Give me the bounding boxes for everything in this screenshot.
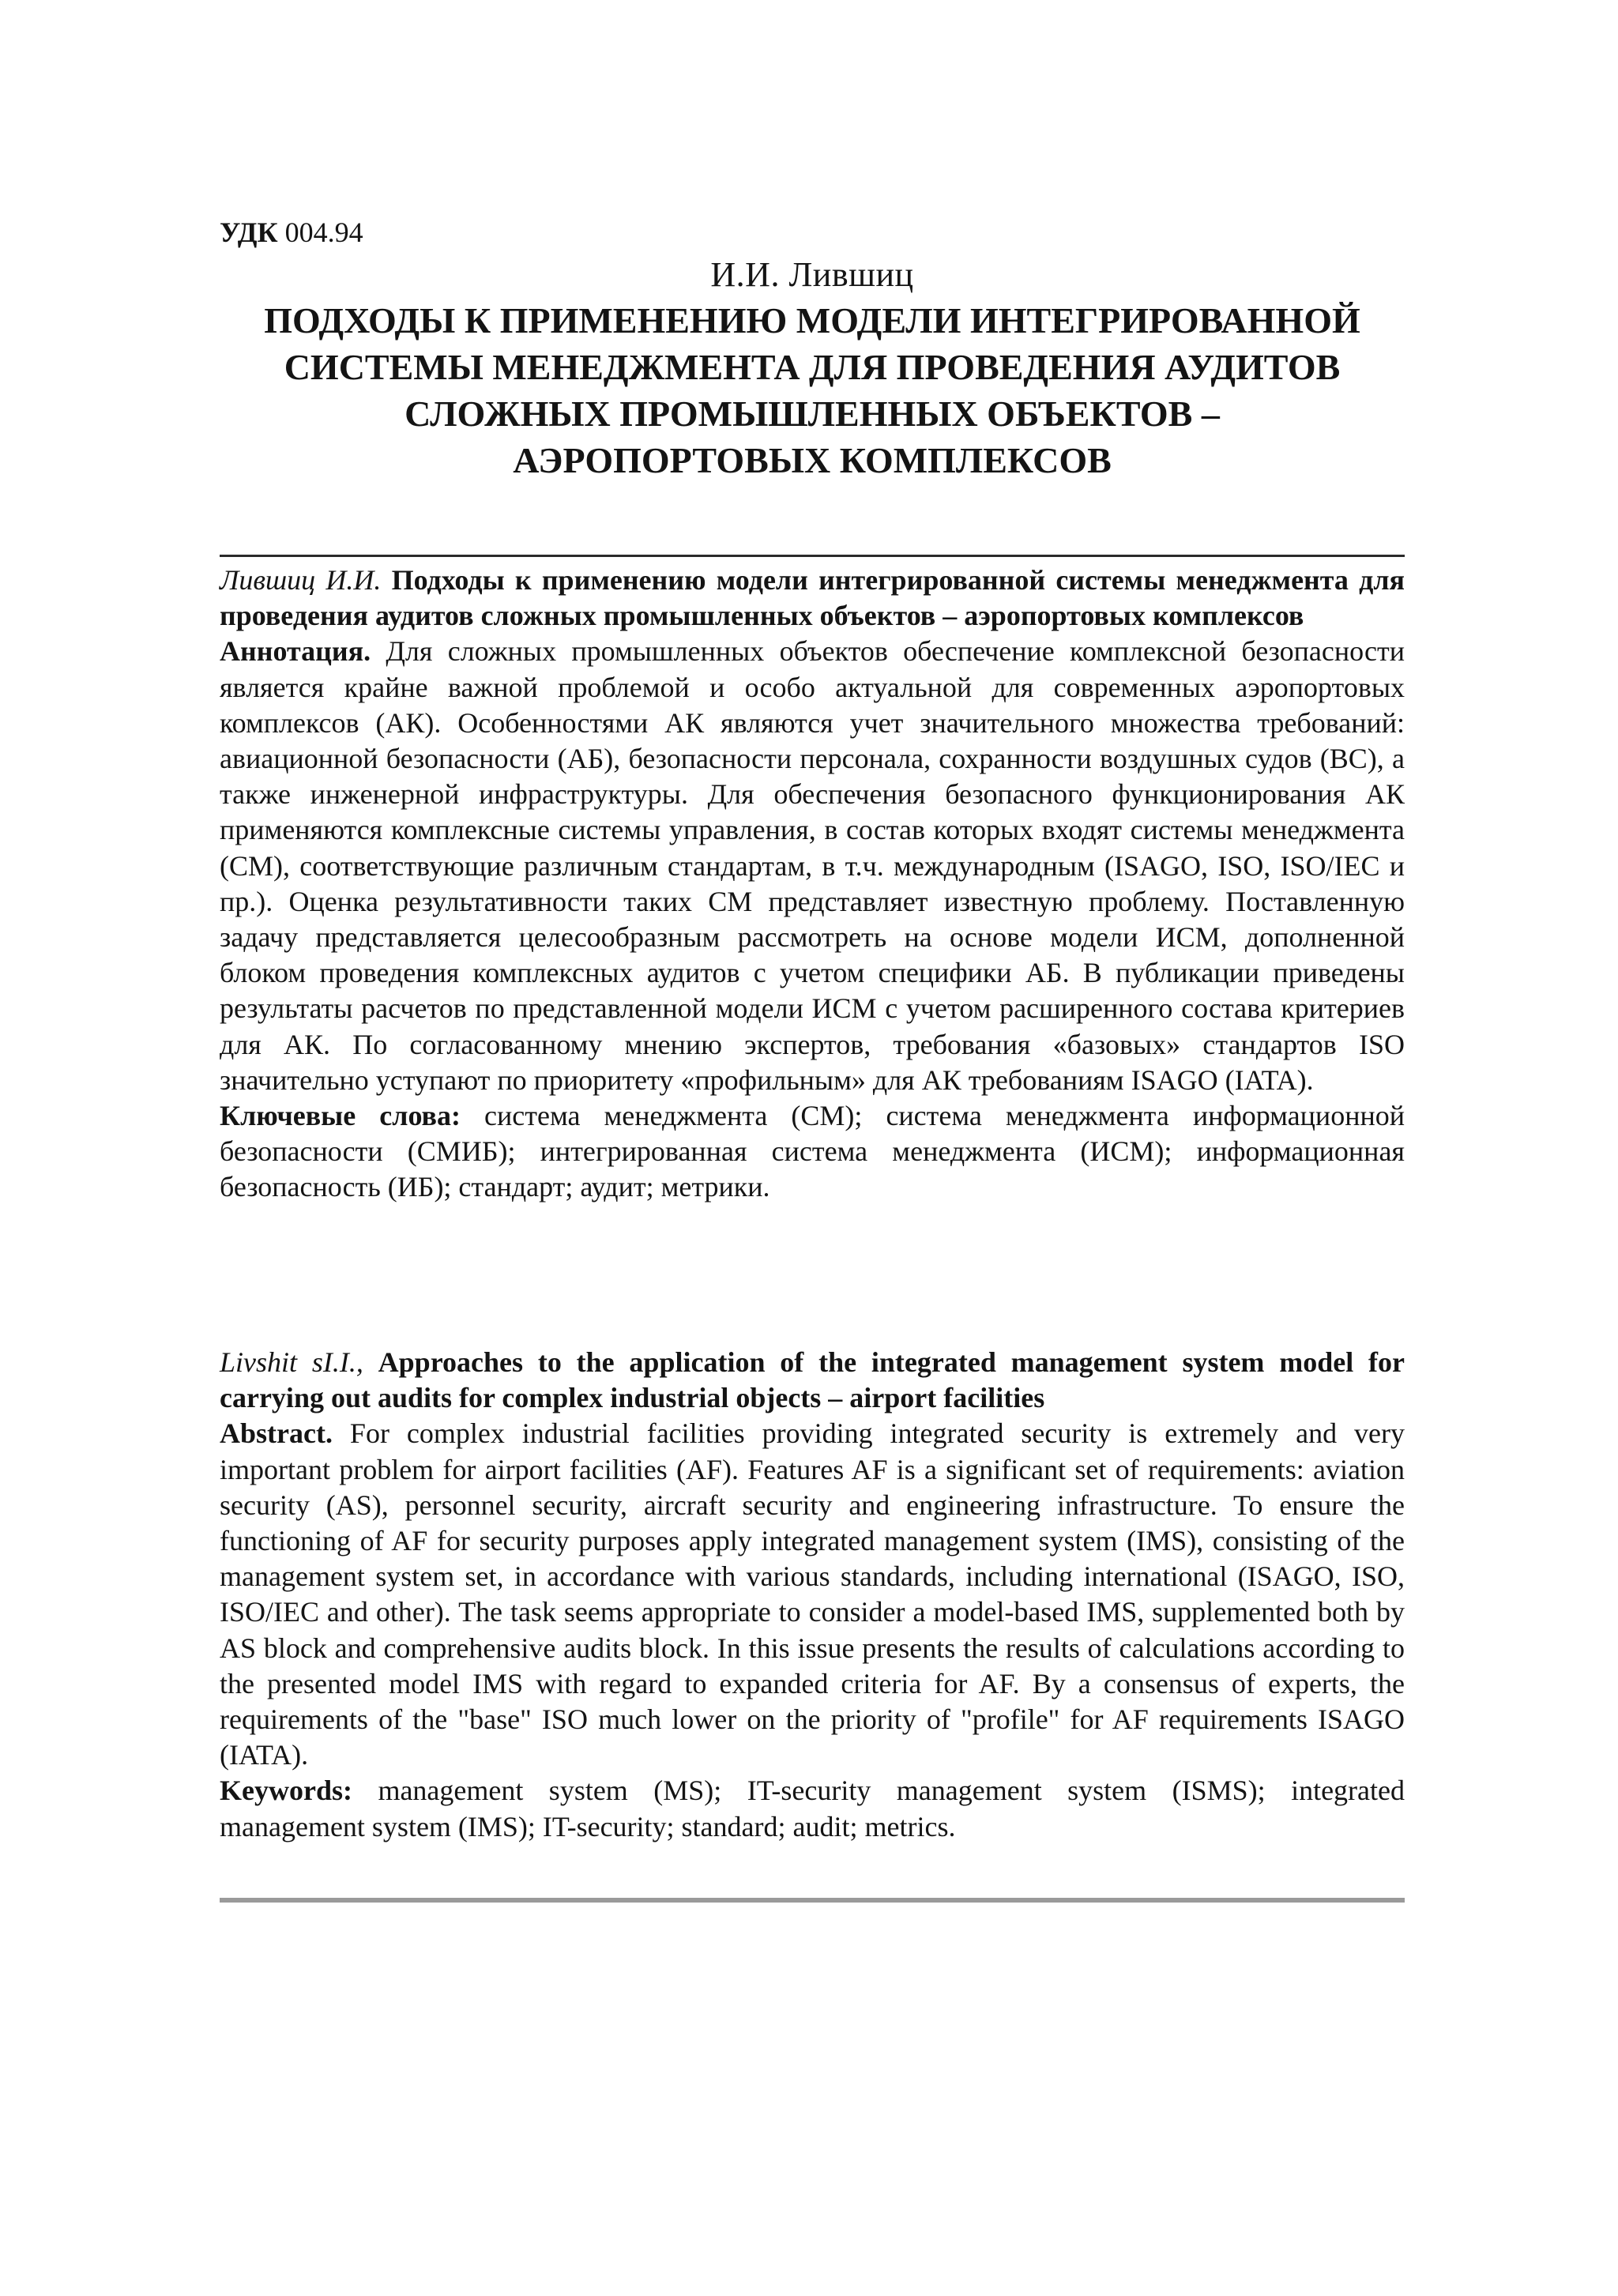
author-name: И.И. Лившиц: [710, 255, 914, 294]
en-cite-author: Livshit sI.I.,: [220, 1346, 363, 1378]
ru-keywords: [220, 1098, 1405, 1206]
en-abstract-text: For complex industrial facilities providing integrated security is extremely and very important problem for airport facilities (AF). Features AF is a significant set of requirements: aviation security (AS), personnel security, aircraft security and engineering infrastructure. To ensure the functioning of AF for security purposes apply integrated management system (IMS), consisting of the management system set, in accordance with various standards, including international (ISAGO, ISO, ISO/IEC and other). The task seems appropriate to consider a model-based IMS, supplemented both by AS block and comprehensive audits block. In this issue presents the results of calculations according to the presented model IMS with regard to expanded criteria for AF. By a consensus of experts, the requirements of the "base" ISO much lower on the priority of "profile" for AF requirements ISAGO (IATA).: [220, 1417, 1405, 1771]
russian-abstract-block: [220, 563, 1405, 1206]
en-citation: [220, 1345, 1405, 1416]
en-keywords-text: management system (MS); IT-security management system (ISMS); integrated management system (IMS); IT-security; standard; audit; metrics.: [220, 1775, 1405, 1842]
title-line: СЛОЖНЫХ ПРОМЫШЛЕННЫХ ОБЪЕКТОВ –: [404, 393, 1220, 434]
udk-label: УДК: [220, 216, 278, 248]
ru-keywords-text: система менеджмента (СМ); система менеджмента информационной безопасности (СМИБ); интегрированная система менеджмента (ИСМ); информационная безопасность (ИБ); стандарт; аудит; метрики.: [220, 1100, 1405, 1203]
ru-citation: [220, 563, 1405, 634]
top-divider: [220, 555, 1405, 557]
ru-cite-title: Подходы к применению модели интегрированной системы менеджмента для проведения аудитов сложных промышленных объектов – аэропортовых комплексов: [220, 564, 1405, 632]
udk-number: 004.94: [284, 216, 363, 248]
en-abstract: [220, 1416, 1405, 1773]
en-keywords: [220, 1773, 1405, 1844]
udk-line: [220, 215, 363, 250]
english-abstract-block: [220, 1345, 1405, 1845]
ru-abstract-text: Для сложных промышленных объектов обеспечение комплексной безопасности является крайне важной проблемой и особо актуальной для современных аэропортовых комплексов (АК). Особенностями АК являются учет значительного множества требований: авиационной безопасности (АБ), безопасности персонала, сохранности воздушных судов (ВС), а также инженерной инфраструктуры. Для обеспечения безопасного функционирования АК применяются комплексные системы управления, в состав которых входят системы менеджмента (СМ), соответствующие различным стандартам, в т.ч. международным (ISAGO, ISO, ISO/IEC и пр.). Оценка результативности таких СМ представляет известную проблему. Поставленную задачу представляется целесообразным рассмотреть на основе модели ИСМ, дополненной блоком проведения комплексных аудитов с учетом специфики АБ. В публикации приведены результаты расчетов по представленной модели ИСМ с учетом расширенного состава критериев для АК. По согласованному мнению экспертов, требования «базовых» стандартов ISO значительно уступают по приоритету «профильным» для АК требованиям ISAGO (IATA).: [220, 635, 1405, 1096]
title-line: СИСТЕМЫ МЕНЕДЖМЕНТА ДЛЯ ПРОВЕДЕНИЯ АУДИТОВ: [284, 347, 1341, 387]
ru-keywords-label: Ключевые слова:: [220, 1100, 461, 1132]
paper-title: [220, 297, 1405, 484]
title-line: ПОДХОДЫ К ПРИМЕНЕНИЮ МОДЕЛИ ИНТЕГРИРОВАННОЙ: [264, 300, 1360, 341]
en-abstract-label: Abstract.: [220, 1417, 333, 1450]
en-keywords-label: Keywords:: [220, 1775, 352, 1807]
ru-cite-author: Лившиц И.И.: [220, 564, 382, 596]
en-cite-title: Approaches to the application of the integrated management system model for carrying out audits for complex industrial objects – airport facilities: [220, 1346, 1405, 1414]
title-line: АЭРОПОРТОВЫХ КОМПЛЕКСОВ: [513, 440, 1112, 480]
bottom-divider: [220, 1898, 1405, 1903]
ru-abstract-label: Аннотация.: [220, 635, 371, 668]
ru-abstract: [220, 634, 1405, 1098]
